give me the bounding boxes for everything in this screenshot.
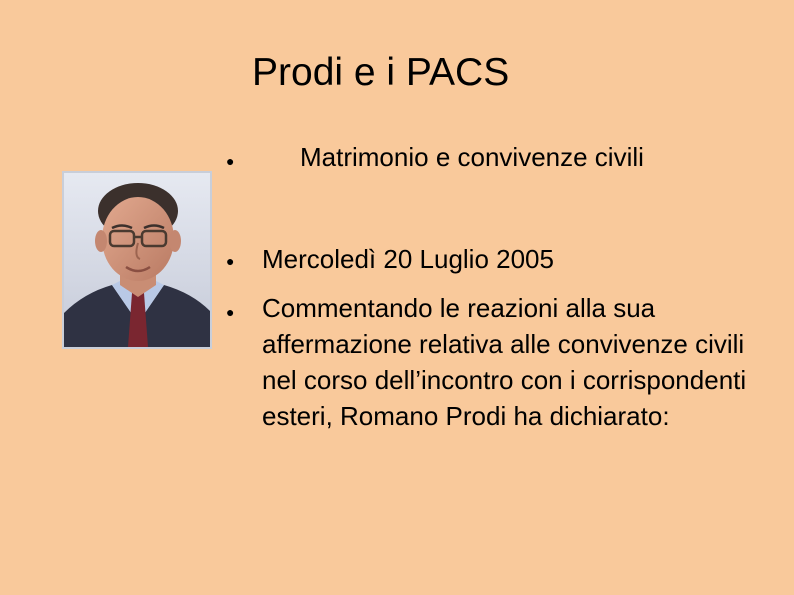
slide-title: Prodi e i PACS xyxy=(252,51,510,94)
bullet-marker: ● xyxy=(226,304,235,320)
bullet-text-topic: Matrimonio e convivenze civili xyxy=(300,142,644,172)
bullet-text-statement: Commentando le reazioni alla sua affermazione relativa alle convivenze civili nel corso dell’incontro con i corrispondenti esteri, Romano Prodi ha dichiarato: xyxy=(262,293,747,431)
portrait-illustration xyxy=(64,173,210,347)
bullet-marker: ● xyxy=(226,253,235,269)
bullet-text-date: Mercoledì 20 Luglio 2005 xyxy=(262,244,554,274)
bullet-marker: ● xyxy=(226,153,235,169)
portrait-photo xyxy=(62,171,212,349)
